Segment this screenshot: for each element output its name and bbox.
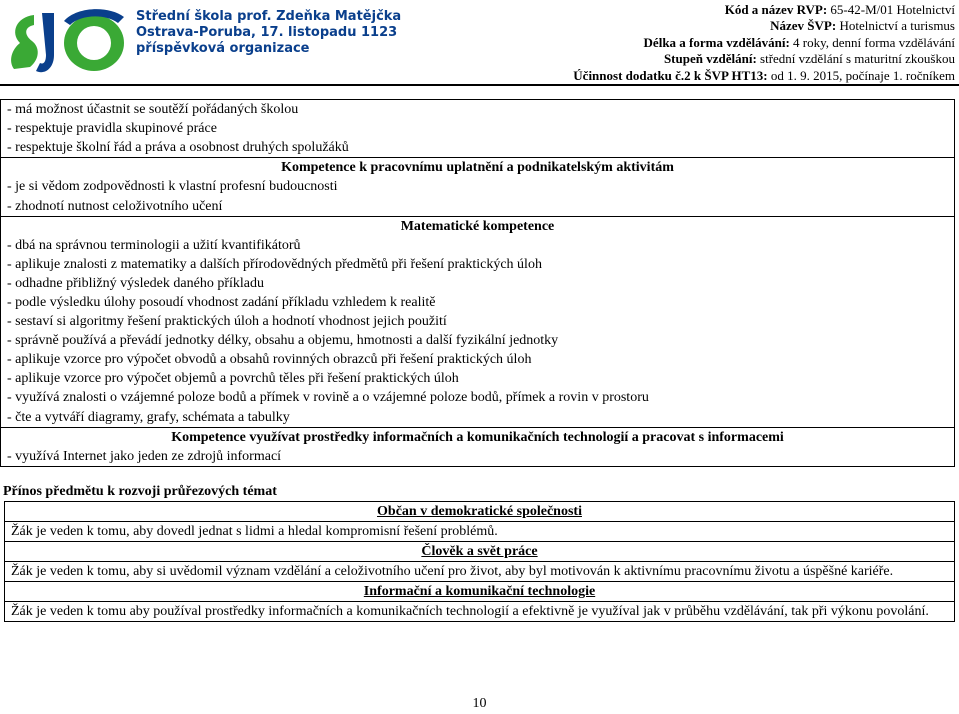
competency-item: - aplikuje vzorce pro výpočet objemů a povrchů těles při řešení praktických úloh (1, 369, 955, 388)
meta-line: Délka a forma vzdělávání: 4 roky, denní forma vzdělávání (643, 34, 955, 50)
school-line: Ostrava-Poruba, 17. listopadu 1123 (136, 25, 398, 40)
competency-item: - má možnost účastnit se soutěží pořádaných školou (1, 100, 955, 120)
competency-item: - správně používá a převádí jednotky délky, obsahu a objemu, hmotnosti a další fyzikální jednotky (1, 331, 955, 350)
meta-line: Účinnost dodatku č.2 k ŠVP HT13: od 1. 9. 2015, počínaje 1. ročníkem (573, 67, 955, 83)
competency-heading: Kompetence využívat prostředky informačních a komunikačních technologií a pracovat s informacemi (1, 427, 955, 447)
meta-line: Název ŠVP: Hotelnictví a turismus (770, 18, 955, 34)
header-rule (0, 84, 959, 86)
program-info (573, 2, 955, 84)
competency-item: - využívá Internet jako jeden ze zdrojů informací (1, 447, 955, 467)
page-number: 10 (472, 696, 487, 711)
cross-cutting-heading: Přínos předmětu k rozvoji průřezových témat (3, 484, 277, 499)
competency-item: - aplikuje znalosti z matematiky a dalších přírodovědných předmětů při řešení praktických úloh (1, 255, 955, 274)
school-line: Střední škola prof. Zdeňka Matějčka (136, 9, 402, 24)
topic-text: Žák je veden k tomu, aby si uvědomil význam vzdělání a celoživotního učení pro život, aby byl motivován k aktivnímu pracovnímu životu a úspěšné kariéře. (5, 562, 955, 582)
competency-item: - je si vědom zodpovědnosti k vlastní profesní budoucnosti (1, 177, 955, 196)
competencies-table (0, 99, 955, 467)
competency-heading: Kompetence k pracovnímu uplatnění a podnikatelským aktivitám (1, 158, 955, 178)
competency-item: - respektuje školní řád a práva a osobnost druhých spolužáků (1, 138, 955, 158)
competency-item: - sestaví si algoritmy řešení praktických úloh a hodnotí vhodnost jejich použití (1, 312, 955, 331)
meta-line: Kód a název RVP: 65-42-M/01 Hotelnictví (724, 2, 955, 17)
topic-title: Člověk a svět práce (5, 542, 955, 562)
competency-heading: Matematické kompetence (1, 216, 955, 236)
competency-item: - aplikuje vzorce pro výpočet obvodů a obsahů rovinných obrazců při řešení praktických úloh (1, 350, 955, 369)
competency-item: - odhadne přibližný výsledek daného příkladu (1, 274, 955, 293)
competency-item: - využívá znalosti o vzájemné poloze bodů a přímek v rovině a o vzájemné poloze bodů, přímek a rovin v prostoru (1, 388, 955, 407)
school-line: příspěvková organizace (136, 41, 310, 56)
school-name (136, 9, 401, 57)
competency-item: - respektuje pravidla skupinové práce (1, 119, 955, 138)
topic-title: Občan v demokratické společnosti (5, 502, 955, 522)
competency-item: - zhodnotí nutnost celoživotního učení (1, 196, 955, 216)
cross-cutting-table (4, 501, 955, 622)
competency-item: - podle výsledku úlohy posoudí vhodnost zadání příkladu vzhledem k realitě (1, 293, 955, 312)
page-header (0, 0, 959, 90)
meta-line: Stupeň vzdělání: střední vzdělání s maturitní zkouškou (663, 51, 955, 67)
competency-item: - dbá na správnou terminologii a užití kvantifikátorů (1, 236, 955, 255)
school-logo (6, 3, 132, 77)
topic-text: Žák je veden k tomu, aby dovedl jednat s lidmi a hledal kompromisní řešení problémů. (5, 522, 955, 542)
topic-text: Žák je veden k tomu aby používal prostředky informačních a komunikačních technologií a efektivně je využíval jak v průběhu vzdělávání, tak při výkonu povolání. (5, 602, 955, 622)
competency-item: - čte a vytváří diagramy, grafy, schémata a tabulky (1, 408, 955, 428)
topic-title: Informační a komunikační technologie (5, 582, 955, 602)
